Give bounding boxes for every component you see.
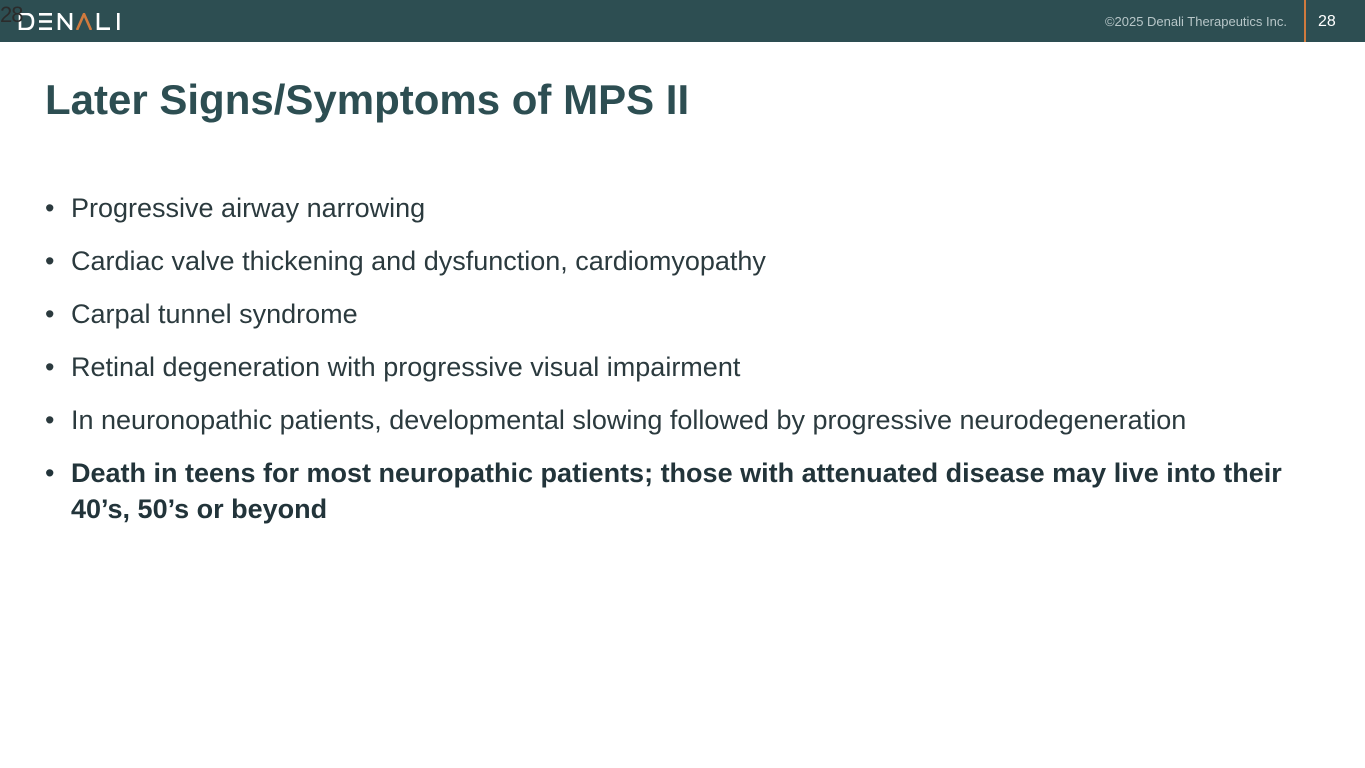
bullet-item xyxy=(45,455,1295,527)
bullet-text: Carpal tunnel syndrome xyxy=(71,299,358,329)
header-divider xyxy=(1304,0,1306,42)
bullet-item xyxy=(45,296,1295,332)
bullet-item xyxy=(45,349,1295,385)
bullet-dot-icon: • xyxy=(45,405,55,435)
bullet-text: Cardiac valve thickening and dysfunction, cardiomyopathy xyxy=(71,246,766,276)
bullet-dot-icon: • xyxy=(45,193,55,223)
bullet-dot-icon: • xyxy=(45,458,55,488)
denali-logo xyxy=(18,13,122,30)
bullet-text: Retinal degeneration with progressive visual impairment xyxy=(71,352,741,382)
bullet-text: Progressive airway narrowing xyxy=(71,193,426,223)
bullet-list xyxy=(45,190,1295,544)
page-number: 28 xyxy=(1318,13,1336,30)
bullet-item xyxy=(45,243,1295,279)
bullet-dot-icon: • xyxy=(45,352,55,382)
bullet-item xyxy=(45,402,1295,438)
bullet-dot-icon: • xyxy=(45,246,55,276)
bullet-text: In neuronopathic patients, developmental slowing followed by progressive neurodegeneration xyxy=(71,405,1187,435)
slide-number-overlay: 28 xyxy=(0,2,23,27)
slide-title: Later Signs/Symptoms of MPS II xyxy=(45,76,690,123)
bullet-text: Death in teens for most neuropathic patients; those with attenuated disease may live into their 40’s, 50’s or beyond xyxy=(71,458,1282,524)
bullet-dot-icon: • xyxy=(45,299,55,329)
bullet-item xyxy=(45,190,1295,226)
copyright-text: ©2025 Denali Therapeutics Inc. xyxy=(1104,14,1287,29)
